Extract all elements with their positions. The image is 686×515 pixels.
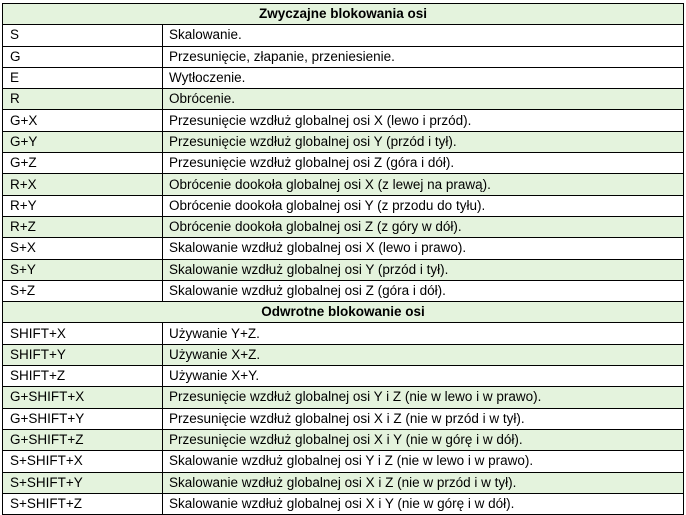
- axis-lock-shortcut-table: [2, 3, 684, 515]
- shortcut-description: Przesunięcie wzdłuż globalnej osi X (lewo i przód).: [163, 110, 684, 131]
- shortcut-key: R+Z: [3, 216, 163, 237]
- shortcut-key: G+SHIFT+Z: [3, 429, 163, 450]
- shortcut-description: Przesunięcie wzdłuż globalnej osi Z (góra i dół).: [163, 153, 684, 174]
- table-row: [3, 344, 684, 365]
- shortcut-key: S+SHIFT+Z: [3, 493, 163, 514]
- table-row: [3, 323, 684, 344]
- shortcut-key: S+SHIFT+Y: [3, 472, 163, 493]
- shortcut-description: Używanie X+Z.: [163, 344, 684, 365]
- shortcut-key: S+Z: [3, 280, 163, 301]
- section-title: Odwrotne blokowanie osi: [3, 302, 684, 323]
- table-row: [3, 174, 684, 195]
- table-row: [3, 387, 684, 408]
- shortcut-description: Skalowanie wzdłuż globalnej osi X (lewo i prawo).: [163, 238, 684, 259]
- table-body: [3, 4, 684, 515]
- shortcut-description: Przesunięcie wzdłuż globalnej osi X i Z (nie w przód i w tył).: [163, 408, 684, 429]
- shortcut-description: Używanie X+Y.: [163, 366, 684, 387]
- table-row: [3, 46, 684, 67]
- table-row: [3, 429, 684, 450]
- shortcut-description: Skalowanie wzdłuż globalnej osi Y i Z (nie w lewo i w prawo).: [163, 451, 684, 472]
- shortcut-description: Skalowanie wzdłuż globalnej osi Y (przód i tył).: [163, 259, 684, 280]
- shortcut-description: Skalowanie wzdłuż globalnej osi X i Y (nie w górę i w dół).: [163, 493, 684, 514]
- shortcut-description: Obrócenie dookoła globalnej osi X (z lewej na prawą).: [163, 174, 684, 195]
- table-row: [3, 216, 684, 237]
- shortcut-description: Wytłoczenie.: [163, 67, 684, 88]
- shortcut-key: S+Y: [3, 259, 163, 280]
- shortcut-table-container: [2, 3, 683, 515]
- section-title: Zwyczajne blokowania osi: [3, 4, 684, 25]
- section-header-row: [3, 4, 684, 25]
- table-row: [3, 366, 684, 387]
- table-row: [3, 280, 684, 301]
- section-header-row: [3, 302, 684, 323]
- table-row: [3, 493, 684, 514]
- shortcut-description: Przesunięcie wzdłuż globalnej osi Y i Z (nie w lewo i w prawo).: [163, 387, 684, 408]
- table-row: [3, 89, 684, 110]
- table-row: [3, 238, 684, 259]
- shortcut-key: SHIFT+Z: [3, 366, 163, 387]
- shortcut-key: SHIFT+X: [3, 323, 163, 344]
- shortcut-key: G: [3, 46, 163, 67]
- shortcut-description: Obrócenie.: [163, 89, 684, 110]
- shortcut-description: Przesunięcie, złapanie, przeniesienie.: [163, 46, 684, 67]
- table-row: [3, 25, 684, 46]
- shortcut-key: SHIFT+Y: [3, 344, 163, 365]
- table-row: [3, 195, 684, 216]
- shortcut-key: G+Z: [3, 153, 163, 174]
- shortcut-description: Przesunięcie wzdłuż globalnej osi Y (przód i tył).: [163, 131, 684, 152]
- table-row: [3, 451, 684, 472]
- shortcut-key: G+SHIFT+Y: [3, 408, 163, 429]
- shortcut-description: Obrócenie dookoła globalnej osi Y (z przodu do tyłu).: [163, 195, 684, 216]
- shortcut-key: R+Y: [3, 195, 163, 216]
- shortcut-description: Skalowanie wzdłuż globalnej osi Z (góra i dół).: [163, 280, 684, 301]
- shortcut-key: R+X: [3, 174, 163, 195]
- table-row: [3, 67, 684, 88]
- shortcut-description: Przesunięcie wzdłuż globalnej osi X i Y (nie w górę i w dół).: [163, 429, 684, 450]
- shortcut-key: E: [3, 67, 163, 88]
- shortcut-description: Używanie Y+Z.: [163, 323, 684, 344]
- table-row: [3, 131, 684, 152]
- shortcut-key: S: [3, 25, 163, 46]
- shortcut-description: Skalowanie wzdłuż globalnej osi X i Z (nie w przód i w tył).: [163, 472, 684, 493]
- shortcut-key: G+X: [3, 110, 163, 131]
- table-row: [3, 110, 684, 131]
- shortcut-key: R: [3, 89, 163, 110]
- shortcut-key: G+SHIFT+X: [3, 387, 163, 408]
- shortcut-key: S+X: [3, 238, 163, 259]
- table-row: [3, 408, 684, 429]
- table-row: [3, 153, 684, 174]
- shortcut-description: Skalowanie.: [163, 25, 684, 46]
- shortcut-description: Obrócenie dookoła globalnej osi Z (z góry w dół).: [163, 216, 684, 237]
- table-row: [3, 259, 684, 280]
- table-row: [3, 472, 684, 493]
- shortcut-key: G+Y: [3, 131, 163, 152]
- shortcut-key: S+SHIFT+X: [3, 451, 163, 472]
